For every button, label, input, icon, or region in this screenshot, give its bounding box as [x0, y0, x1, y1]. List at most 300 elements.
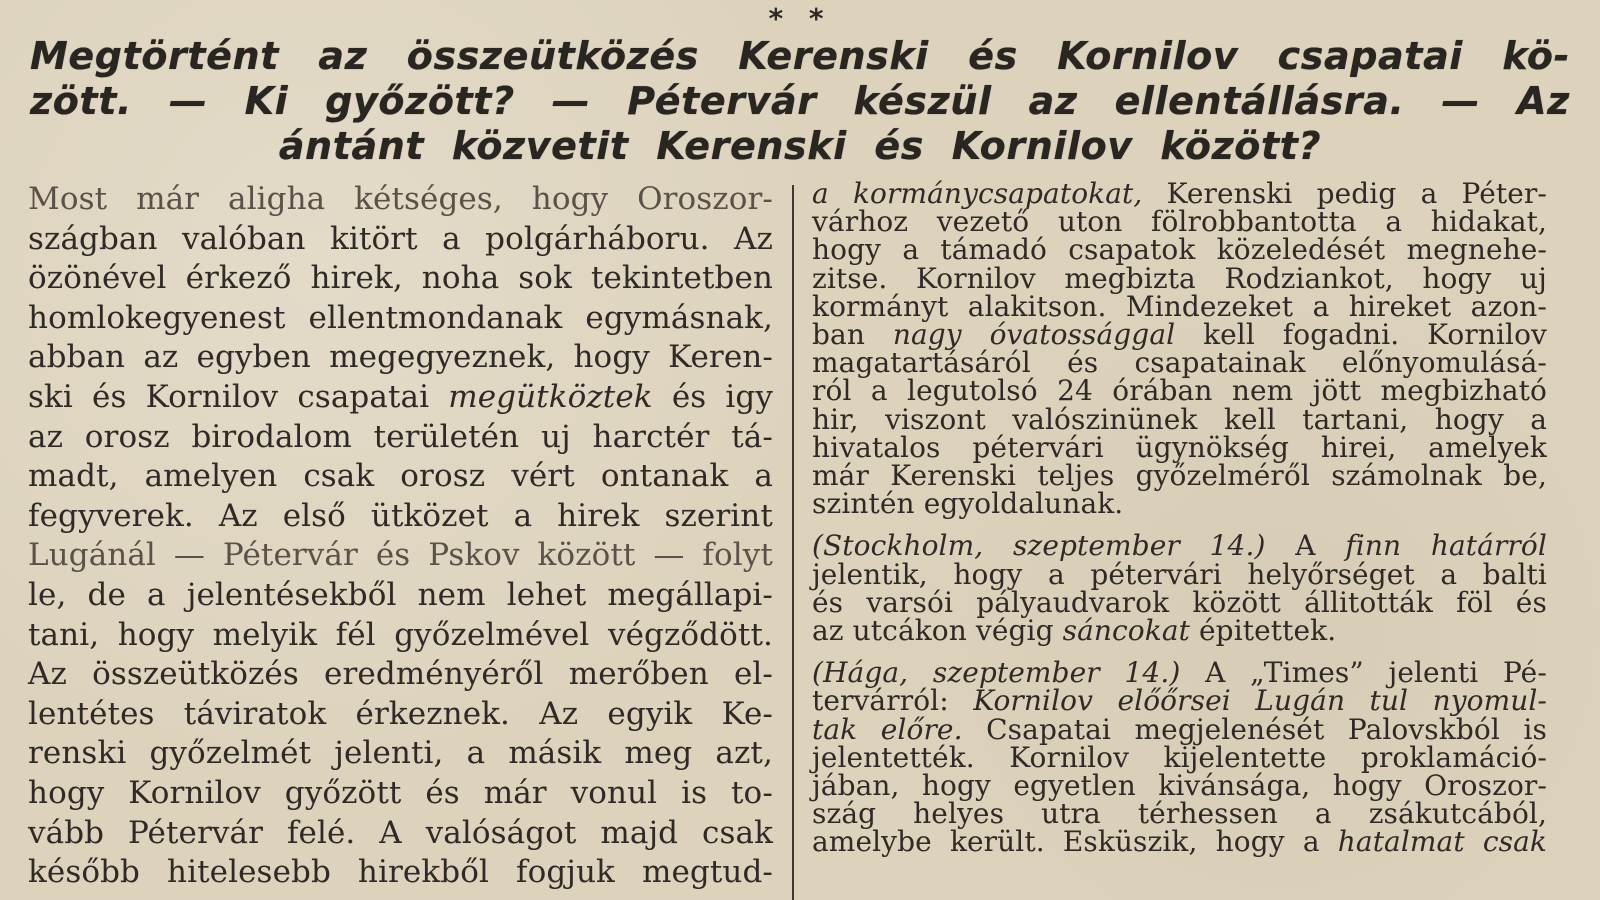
text-line [28, 576, 773, 616]
text-word: csapatok [1068, 233, 1196, 267]
text-word: kitört [329, 220, 418, 257]
text-word: fogadni. [1282, 318, 1400, 352]
text-word: 14.) [1209, 529, 1266, 563]
text-word: A [379, 814, 402, 851]
text-word: abban [28, 339, 126, 376]
text-word: Esküszik, [1062, 825, 1198, 859]
text-word: viszont [885, 402, 986, 436]
text-word: és [425, 774, 460, 811]
text-word: orosz [84, 418, 170, 455]
text-word: Az [28, 656, 67, 693]
text-word: másik [508, 735, 602, 772]
text-word: Kerenski [1166, 177, 1293, 210]
text-word: számolnak [1331, 459, 1482, 493]
headline-word: és [968, 34, 1018, 78]
text-word: Lugánál [28, 537, 156, 574]
text-word: már [136, 181, 200, 217]
text-line [28, 616, 773, 656]
text-word: birodalom [191, 418, 352, 455]
column-divider [792, 185, 794, 900]
text-word: A [1295, 529, 1316, 563]
text-word: végig [975, 614, 1054, 648]
text-word: alakitson. [967, 289, 1107, 323]
text-word: harctér [592, 418, 710, 455]
text-line [812, 740, 1547, 774]
text-word: — [173, 537, 205, 574]
text-word: tak [812, 712, 858, 746]
text-word: zsákutcából, [1368, 797, 1547, 831]
text-line [812, 487, 1547, 521]
headline-word: az [318, 34, 368, 78]
text-word: hir, [812, 402, 859, 436]
text-word: tul [1369, 684, 1409, 718]
text-word: valóságot [425, 814, 577, 851]
text-word: a [442, 220, 461, 257]
text-line [28, 457, 773, 497]
headline-word: Pétervár [627, 79, 817, 123]
text-word: érkeznek. [355, 695, 510, 732]
text-word: Az [539, 695, 579, 732]
text-word: előnyomulásá- [1341, 346, 1547, 380]
text-word: hogy [1422, 261, 1492, 295]
headline-word: — [168, 79, 208, 123]
text-word: hirek, [310, 260, 403, 297]
text-word: renski [28, 735, 127, 772]
text-word: Pétervár [127, 814, 264, 851]
text-word: amelybe [812, 825, 932, 859]
headline-line [30, 34, 1570, 79]
text-word: pétervári [972, 430, 1104, 464]
text-word: amelyek [1428, 430, 1547, 464]
text-word: szerint [664, 497, 773, 534]
text-word: győzelmével [394, 616, 590, 653]
headline-word: Kerenski [738, 34, 929, 78]
text-word: jelentik, [812, 557, 928, 591]
text-line [28, 536, 773, 576]
text-line [28, 497, 773, 537]
text-word: jelentésekből [186, 576, 397, 613]
text-word: között [537, 537, 636, 574]
text-line [28, 378, 773, 418]
text-word: uj [540, 418, 571, 455]
text-word: egyik [607, 695, 693, 732]
text-word: óvatossággal [989, 318, 1176, 352]
text-word: jött [1312, 374, 1362, 408]
text-word: azon- [1470, 289, 1547, 323]
text-word: madt, [28, 458, 119, 495]
text-word: Kornilov [1427, 318, 1547, 352]
text-word: megállapi- [607, 576, 773, 613]
text-word: valószinünek [1012, 402, 1198, 436]
text-word: to- [731, 774, 773, 811]
text-word: órában [1112, 374, 1213, 408]
text-word: vezető [936, 205, 1030, 239]
text-word: már [483, 774, 547, 811]
text-line [812, 557, 1547, 591]
text-word: hogy [921, 769, 991, 803]
right-column [812, 177, 1547, 859]
headline-word: közvetit [451, 124, 629, 168]
text-word: noha [421, 260, 500, 297]
text-line [812, 585, 1547, 619]
text-line [28, 734, 773, 774]
text-word: várhoz [812, 205, 909, 239]
headline-line [30, 124, 1570, 169]
text-line [28, 220, 773, 260]
text-word: homlokegyenest [28, 299, 286, 336]
text-word: Kornilov [128, 774, 261, 811]
text-word: a [1314, 797, 1332, 831]
headline-word: — [551, 79, 591, 123]
text-word: hireket [1348, 289, 1452, 323]
text-word: szeptember [932, 656, 1100, 690]
text-line [812, 712, 1547, 746]
text-word: tartani, [1302, 402, 1409, 436]
headline-word: ántánt [278, 124, 425, 168]
text-line [812, 825, 1547, 859]
text-line [28, 338, 773, 378]
text-word: hirekből [357, 854, 489, 891]
text-line [28, 259, 773, 299]
text-word: 24 [1057, 374, 1093, 408]
headline-word: és [874, 124, 925, 168]
text-word: lehet [506, 576, 587, 613]
text-word: megegyeznek, [329, 339, 556, 376]
text-word: területén [373, 418, 520, 455]
text-word: Pétervár [222, 537, 358, 574]
headline-word: Kornilov [1057, 34, 1239, 78]
text-word: aligha [228, 181, 326, 217]
text-word: kétséges, [354, 181, 503, 217]
headline-word: kö- [1502, 34, 1570, 78]
text-word: megnehe- [1406, 233, 1547, 267]
text-word: egyoldalunak. [923, 487, 1124, 521]
text-word: megbizta [1064, 261, 1196, 295]
text-word: ellentmondanak [308, 299, 563, 336]
text-word: végződött. [607, 616, 773, 653]
text-word: fegyverek. [28, 497, 194, 534]
text-word: nagy [892, 318, 962, 352]
text-word: épitettek. [1199, 614, 1337, 648]
text-word: a [870, 374, 888, 408]
text-word: Kornilov [916, 261, 1036, 295]
text-word: utcákon [852, 614, 967, 648]
text-word: igy [725, 378, 773, 415]
text-word: varsói [866, 585, 954, 619]
text-word: Palovskból [1347, 712, 1500, 746]
text-word: összeütközés [92, 656, 299, 693]
text-word: felé. [286, 814, 356, 851]
text-word: zitse. [812, 261, 888, 295]
text-word: tá- [731, 418, 773, 455]
text-word: előőrsei [1117, 684, 1231, 718]
text-word: jában, [812, 769, 900, 803]
text-word: hogy [1332, 769, 1402, 803]
text-word: melyik [212, 616, 318, 653]
text-word: Keren- [668, 339, 773, 376]
text-word: a [1420, 177, 1438, 210]
text-word: 14.) [1124, 656, 1181, 690]
text-word: hogy [28, 774, 105, 811]
text-line [812, 459, 1547, 493]
text-word: megtud- [641, 854, 773, 891]
text-word: uton [1057, 205, 1123, 239]
text-word: nem [1231, 374, 1294, 408]
headline-word: — [1441, 79, 1481, 123]
text-word: jelenti [1388, 656, 1479, 690]
text-line [28, 180, 773, 220]
left-column [28, 180, 773, 893]
headline-word: összeütközés [406, 34, 699, 78]
text-word: csapatai [297, 378, 430, 415]
text-word: kivánsága, [1158, 769, 1311, 803]
text-word: Most [28, 181, 108, 217]
headline-word: ellentállásra. [1114, 79, 1405, 123]
text-word: és [812, 585, 844, 619]
text-word: pedig [1316, 177, 1397, 210]
text-line [28, 299, 773, 339]
text-word: magatartásáról [812, 346, 1031, 380]
text-word: szintén [812, 487, 915, 521]
text-word: egymásnak, [585, 299, 773, 336]
text-word: meg [624, 735, 693, 772]
text-word: ügynökség [1135, 430, 1290, 464]
text-word: hogy [953, 557, 1023, 591]
text-word: Rodziankot, [1224, 261, 1394, 295]
text-word: hirei, [1320, 430, 1397, 464]
headline-word: Megtörtént [30, 34, 279, 78]
headline-word: győzött? [325, 79, 515, 123]
text-word: balti [1482, 557, 1547, 591]
text-word: győzött [284, 774, 402, 811]
text-word: Az [218, 497, 258, 534]
text-word: és [92, 378, 127, 415]
text-word: föl [1456, 585, 1493, 619]
text-word: de [87, 576, 126, 613]
text-word: orosz [400, 458, 486, 495]
text-word: helyes [913, 797, 1005, 831]
text-word: győzelmét [149, 735, 312, 772]
text-word: özönével [28, 260, 167, 297]
text-line [812, 205, 1547, 239]
headline-word: csapatai [1277, 34, 1463, 78]
text-word: valóban [181, 220, 306, 257]
text-word: kormánycsapatokat, [852, 177, 1143, 210]
text-word: fogjuk [516, 854, 615, 891]
text-word: hogy [117, 616, 195, 653]
text-word: a [1385, 205, 1403, 239]
text-word: szág [812, 797, 877, 831]
text-line [812, 289, 1547, 323]
text-word: uj [1520, 261, 1547, 295]
text-word: eredményéről [324, 656, 544, 693]
text-word: nem [417, 576, 486, 613]
headline-word: Kerenski [656, 124, 847, 168]
text-word: a [1530, 402, 1547, 436]
text-word: is [1523, 712, 1547, 746]
text-word: a [812, 177, 829, 210]
text-word: kijelentette [1163, 740, 1327, 774]
text-word: és [671, 378, 707, 415]
text-word: hatalmat [1337, 825, 1465, 859]
text-word: A [1205, 656, 1226, 690]
text-word: kell [1203, 318, 1255, 352]
text-word: Péter- [1461, 177, 1547, 210]
text-word: térhessen [1137, 797, 1278, 831]
text-word: az [143, 339, 179, 376]
text-word: Kornilov [145, 378, 279, 415]
text-word: Pskov [428, 537, 520, 574]
text-word: helyőrséget [1247, 557, 1415, 591]
text-word: megütköztek [448, 378, 653, 415]
text-word: lentétes [28, 695, 155, 732]
text-word: Ke- [721, 695, 773, 732]
text-word: teljes [1037, 459, 1115, 493]
text-line [812, 769, 1547, 803]
text-word: majd [600, 814, 679, 851]
text-word: hogy [1215, 825, 1285, 859]
text-word: jelenti, [334, 735, 444, 772]
text-word: azt, [715, 735, 773, 772]
text-word: később [28, 854, 140, 891]
text-word: tani, [28, 616, 100, 653]
text-line [28, 774, 773, 814]
text-word: tekintetben [590, 260, 773, 297]
text-line [812, 656, 1547, 690]
text-word: a [1302, 825, 1320, 859]
headline-word: Ki [244, 79, 289, 123]
text-word: megjelenését [1134, 712, 1325, 746]
text-word: a [1440, 557, 1458, 591]
text-word: vért [511, 458, 575, 495]
text-word: ontanak [600, 458, 729, 495]
text-word: jelentették. [812, 740, 975, 774]
text-word: pályaudvarok [976, 585, 1170, 619]
text-word: a [147, 576, 166, 613]
text-word: a [754, 458, 773, 495]
text-word: vább [28, 814, 105, 851]
text-word: egyben [196, 339, 311, 376]
text-word: állitották [1304, 585, 1433, 619]
text-line [812, 346, 1547, 380]
text-word: merőben [568, 656, 709, 693]
headline-word: Az [1517, 79, 1570, 123]
text-line [28, 418, 773, 458]
text-line [812, 318, 1547, 352]
text-word: le, [28, 576, 67, 613]
text-word: pétervári [1090, 557, 1222, 591]
text-word: a [1312, 289, 1330, 323]
headline [30, 34, 1570, 169]
text-word: az [28, 418, 64, 455]
text-word: a [466, 735, 486, 772]
text-line [812, 684, 1547, 718]
text-word: hidakat, [1430, 205, 1547, 239]
text-word: proklamáció- [1360, 740, 1547, 774]
text-word: a [513, 497, 533, 534]
text-line [812, 261, 1547, 295]
text-word: Mindezeket [1125, 289, 1294, 323]
text-word: finn [1345, 529, 1402, 563]
text-word: táviratok [183, 695, 327, 732]
text-line [812, 374, 1547, 408]
text-word: ról [812, 374, 852, 408]
text-word: sok [518, 260, 572, 297]
text-word: hogy [531, 181, 609, 217]
text-word: Pé- [1503, 656, 1547, 690]
text-word: szágban [28, 220, 158, 257]
text-line [28, 655, 773, 695]
text-line [812, 430, 1547, 464]
text-word: Az [734, 220, 773, 257]
text-word: hirek [557, 497, 640, 534]
text-line [812, 177, 1547, 210]
text-word: Oroszor- [1424, 769, 1547, 803]
text-word: között [1192, 585, 1281, 619]
text-word: el- [733, 656, 773, 693]
text-word: (Hága, [812, 656, 909, 690]
text-word: polgárháboru. [485, 220, 710, 257]
text-word: támadó [940, 233, 1047, 267]
text-word: Kerenski [890, 459, 1017, 493]
text-line [28, 814, 773, 854]
text-word: — [653, 537, 685, 574]
text-word: „Times” [1250, 656, 1364, 690]
text-word: fél [335, 616, 376, 653]
text-word: határról [1430, 529, 1547, 563]
text-line [28, 695, 773, 735]
text-line [812, 614, 1547, 648]
text-word: kell [1223, 402, 1276, 436]
text-word: egyetlen [1013, 769, 1136, 803]
text-word: csak [303, 458, 375, 495]
text-word: folyt [702, 537, 773, 574]
text-word: tervárról: [812, 684, 949, 718]
headline-word: az [1028, 79, 1078, 123]
text-word: nyomul- [1432, 684, 1547, 718]
text-word: (Stockholm, [812, 529, 984, 563]
text-word: Csapatai [986, 712, 1111, 746]
headline-word: készül [853, 79, 992, 123]
text-word: hivatalos [812, 430, 941, 464]
text-word: győzelméről [1135, 459, 1310, 493]
text-word: hogy [573, 339, 650, 376]
text-line [812, 529, 1547, 563]
text-line [812, 797, 1547, 831]
text-word: hogy [1434, 402, 1504, 436]
text-word: csak [702, 814, 773, 851]
headline-word: zött. [30, 79, 132, 123]
headline-word: Kornilov [951, 124, 1133, 168]
text-word: megbizható [1380, 374, 1547, 408]
text-word: és [375, 537, 411, 574]
text-word: az [812, 614, 844, 648]
text-word: érkező [185, 260, 292, 297]
text-line [812, 233, 1547, 267]
text-word: sáncokat [1062, 614, 1190, 648]
text-word: Oroszor- [637, 181, 773, 217]
text-word: amelyen [144, 458, 278, 495]
text-word: vonul [570, 774, 658, 811]
text-word: a [902, 233, 920, 267]
headline-word: között? [1160, 124, 1322, 168]
text-line [28, 853, 773, 893]
text-word: első [282, 497, 346, 534]
text-word: ban [812, 318, 865, 352]
text-word: már [812, 459, 869, 493]
text-word: Kornilov [1009, 740, 1130, 774]
text-word: is [681, 774, 708, 811]
